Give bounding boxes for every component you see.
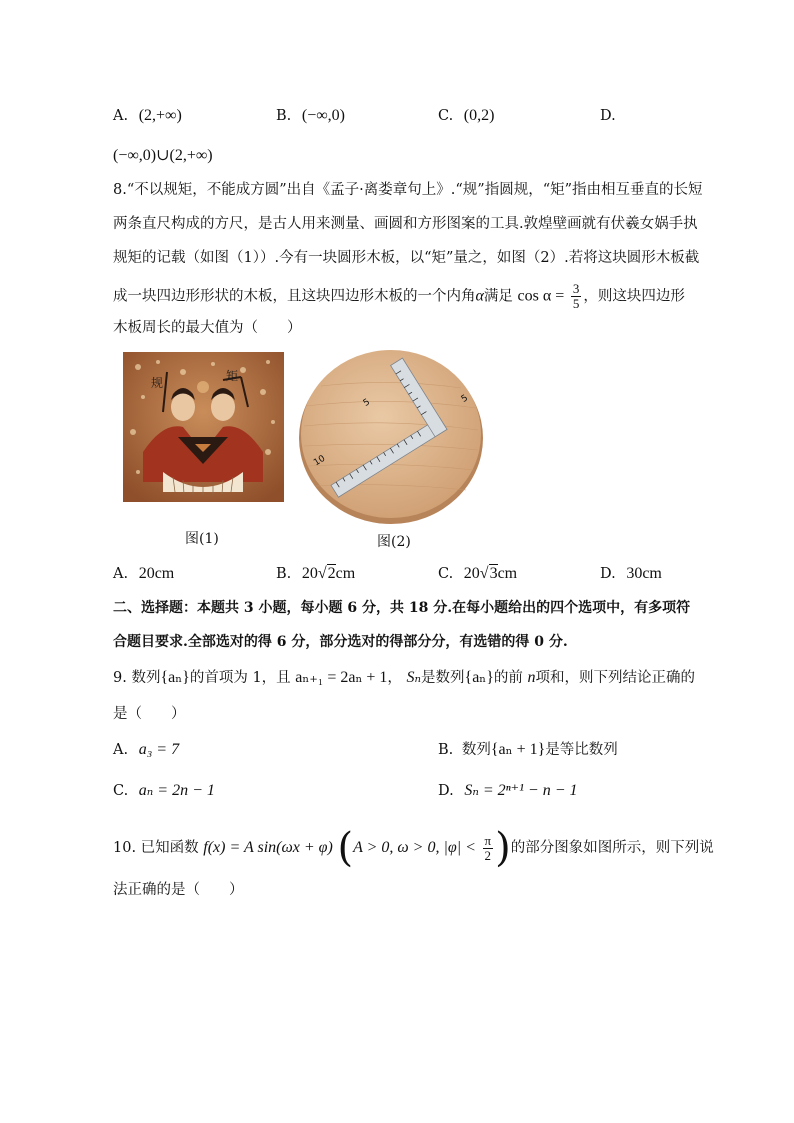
option-value: 20√3cm: [463, 565, 518, 582]
figure-2-board: [296, 346, 486, 526]
q7-option-a: [113, 106, 182, 126]
text: ，则这块四边形: [583, 288, 685, 305]
coefficient: 20: [301, 565, 318, 582]
option-label: D.: [600, 566, 616, 582]
ruler-mark-5a: 5: [361, 397, 372, 409]
section-2-line1: 二、选择题：本题共 3 小题，每小题 6 分，共 18 分.在每小题给出的四个选项中，有多项符: [113, 600, 691, 616]
figure-1-mural: [123, 352, 284, 502]
q9-option-c: [113, 781, 215, 801]
text: 项和，则下列结论正确的: [535, 670, 696, 686]
right-paren-icon: ): [495, 825, 511, 871]
text: 10. 已知函数: [113, 840, 199, 856]
q9-line2: 是（ ）: [113, 706, 186, 722]
radicand: 2: [327, 565, 336, 582]
option-value: (0,2): [463, 107, 495, 124]
text: 的首项为 1，且: [189, 670, 291, 686]
figure-1-caption: 图(1): [185, 531, 219, 547]
option-label: A.: [113, 742, 129, 758]
n-symbol: n: [527, 669, 536, 686]
fraction-three-fifths: [571, 282, 582, 311]
q10-line2: 法正确的是（ ）: [113, 882, 244, 898]
option-label: D.: [600, 108, 616, 124]
cos-expression: cos α =: [517, 287, 565, 305]
text: 9. 数列: [113, 670, 161, 686]
option-label: D.: [438, 783, 454, 799]
mural-image: [123, 352, 284, 502]
alpha-symbol: α: [475, 287, 484, 305]
mural-label-gui: 规: [151, 376, 164, 390]
q7-option-d-value: (−∞,0)∪(2,+∞): [113, 147, 213, 164]
option-label: C.: [438, 108, 454, 124]
sequence-symbol: {aₙ}: [464, 669, 494, 686]
option-value: 20√2cm: [301, 565, 356, 582]
q10-stem: [113, 825, 714, 871]
fraction-pi-over-2: [483, 834, 494, 863]
q9-option-a: [113, 740, 179, 760]
ruler-mark-5b: 5: [459, 393, 470, 405]
wooden-board-image: [296, 346, 486, 526]
sequence-symbol: {aₙ + 1}: [490, 741, 546, 758]
figure-2-caption: 图(2): [377, 534, 411, 550]
left-paren-icon: (: [337, 825, 354, 871]
function-expression: f(x) = A sin(ωx + φ): [203, 839, 333, 856]
text: 满足: [483, 288, 513, 305]
q7-option-c: [438, 106, 494, 126]
text: 是数列: [421, 670, 465, 686]
denominator: 2: [484, 847, 492, 863]
option-label: A.: [113, 108, 129, 124]
numerator: π: [484, 832, 492, 848]
recurrence: aₙ₊₁ = 2aₙ + 1: [295, 669, 388, 686]
option-value: aₙ = 2n − 1: [138, 782, 215, 799]
ruler-mark-10: 10: [312, 453, 328, 469]
option-label: C.: [438, 566, 454, 582]
sequence-symbol: {aₙ}: [160, 669, 190, 686]
text: 是等比数列: [545, 742, 618, 758]
q7-option-d-label: [600, 106, 616, 126]
q9-option-d: [438, 781, 577, 801]
q8-line4: [113, 282, 685, 311]
text: 的部分图象如图所示，则下列说: [510, 840, 714, 856]
mural-label-ju: 矩: [226, 369, 239, 383]
option-value: 20cm: [138, 565, 175, 582]
denominator: 5: [572, 296, 580, 311]
section-2-line2: 合题目要求.全部选对的得 6 分，部分选对的得部分分，有选错的得 0 分.: [113, 634, 568, 650]
q9-stem: [113, 668, 695, 688]
option-value: (−∞,0): [301, 107, 345, 124]
text: 数列: [461, 742, 491, 758]
option-label: B.: [276, 566, 292, 582]
option-label: B.: [276, 108, 292, 124]
q7-option-b: [276, 106, 345, 126]
text: 成一块四边形形状的木板，且这块四边形木板的一个内角: [113, 288, 476, 305]
option-value: (2,+∞): [138, 107, 182, 124]
option-label: C.: [113, 783, 129, 799]
text: 的前: [493, 670, 523, 686]
coefficient: 20: [463, 565, 480, 582]
sum-symbol: Sₙ: [406, 669, 422, 686]
q8-line2: 两条直尺构成的方尺，是古人用来测量、画圆和方形图案的工具.敦煌壁画就有伏羲女娲手执: [113, 216, 698, 232]
q8-line1: 8.“不以规矩，不能成方圆”出自《孟子·离娄章句上》.“规”指圆规，“矩”指由相互垂直的长短: [113, 182, 703, 198]
q8-line3: 规矩的记载（如图（1））.今有一块圆形木板，以“矩”量之，如图（2）.若将这块圆形木板截: [113, 250, 700, 266]
q8-option-b: [276, 564, 355, 584]
option-value: a₃ = 7: [138, 741, 180, 758]
q9-option-b: [438, 740, 618, 760]
q8-line5: 木板周长的最大值为（ ）: [113, 320, 302, 336]
option-value: Sₙ = 2ⁿ⁺¹ − n − 1: [464, 782, 578, 799]
q8-option-a: [113, 564, 174, 584]
text: ，: [387, 670, 402, 686]
option-label: B.: [438, 742, 454, 758]
q8-option-c: [438, 564, 517, 584]
option-label: A.: [113, 566, 129, 582]
conditions: A > 0, ω > 0, |φ| <: [353, 839, 476, 856]
q8-option-d: [600, 564, 662, 584]
unit: cm: [335, 565, 356, 582]
numerator: 3: [572, 281, 580, 296]
radicand: 3: [489, 565, 498, 582]
unit: cm: [497, 565, 518, 582]
option-value: 30cm: [626, 565, 662, 582]
